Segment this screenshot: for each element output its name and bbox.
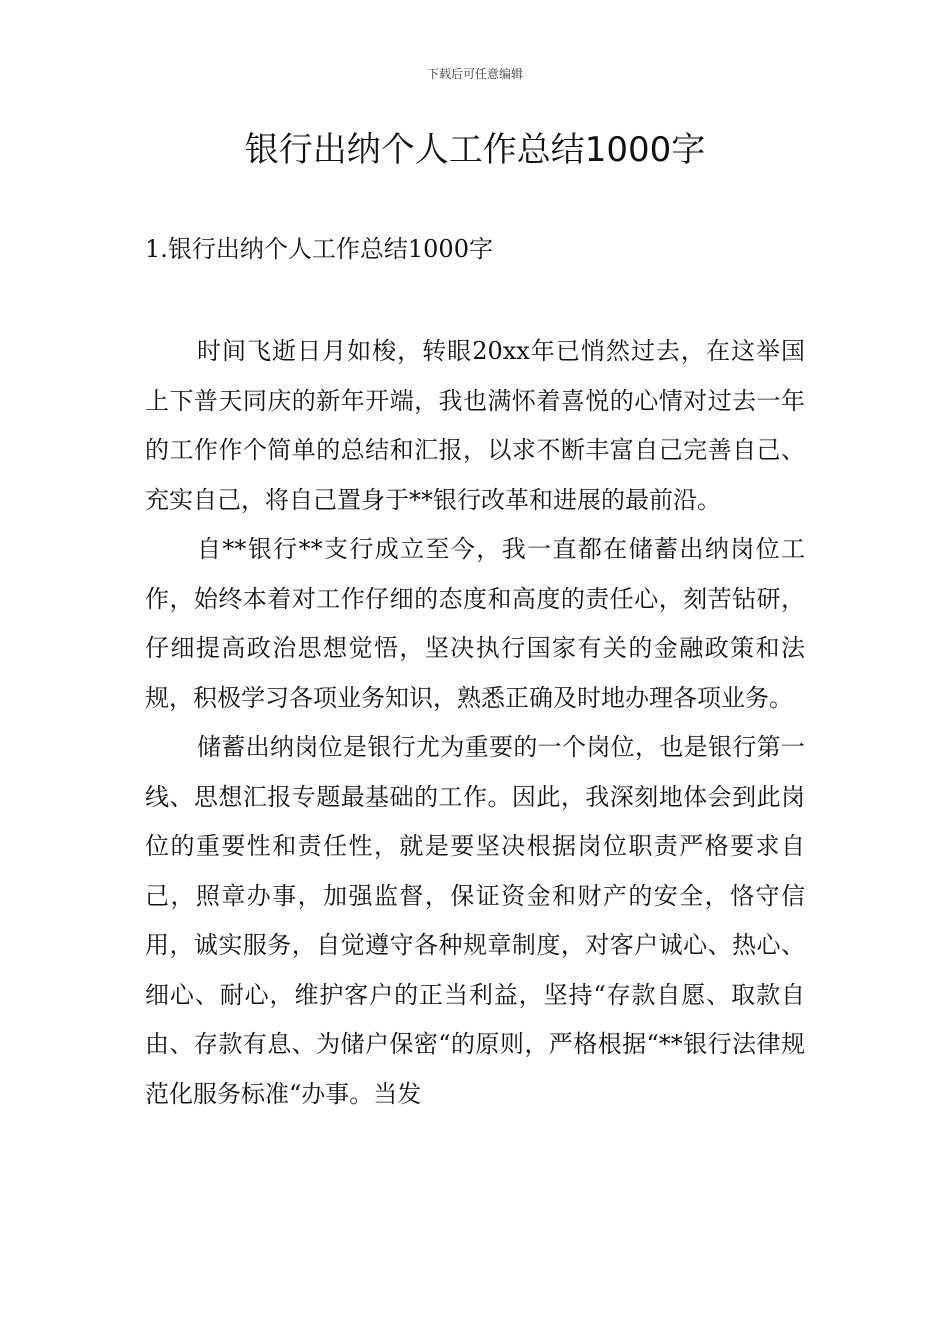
section-heading: 1.银行出纳个人工作总结1000字 bbox=[145, 235, 493, 263]
document-body bbox=[145, 327, 805, 1119]
paragraph-2: 自**银行**支行成立至今，我一直都在储蓄出纳岗位工作，始终本着对工作仔细的态度和高度的责任心，刻苦钻研，仔细提高政治思想觉悟，坚决执行国家有关的金融政策和法规，积极学习各项业务知识，熟悉正确及时地办理各项业务。 bbox=[145, 535, 805, 712]
document-title: 银行出纳个人工作总结1000字 bbox=[244, 130, 706, 170]
paragraph-3: 储蓄出纳岗位是银行尤为重要的一个岗位，也是银行第一线、思想汇报专题最基础的工作。因此，我深刻地体会到此岗位的重要性和责任性，就是要坚决根据岗位职责严格要求自己，照章办事，加强监督，保证资金和财产的安全，恪守信用，诚实服务，自觉遵守各种规章制度，对客户诚心、热心、细心、耐心，维护客户的正当利益，坚持“存款自愿、取款自由、存款有息、为储户保密“的原则，严格根据“**银行法律规范化服务标准“办事。当发 bbox=[145, 733, 805, 1108]
paragraph-1: 时间飞逝日月如梭，转眼20xx年已悄然过去，在这举国上下普天同庆的新年开端，我也满怀着喜悦的心情对过去一年的工作作个简单的总结和汇报，以求不断丰富自己完善自己、充实自己，将自己置身于**银行改革和进展的最前沿。 bbox=[145, 337, 805, 514]
header-note: 下载后可任意编辑 bbox=[426, 67, 523, 81]
